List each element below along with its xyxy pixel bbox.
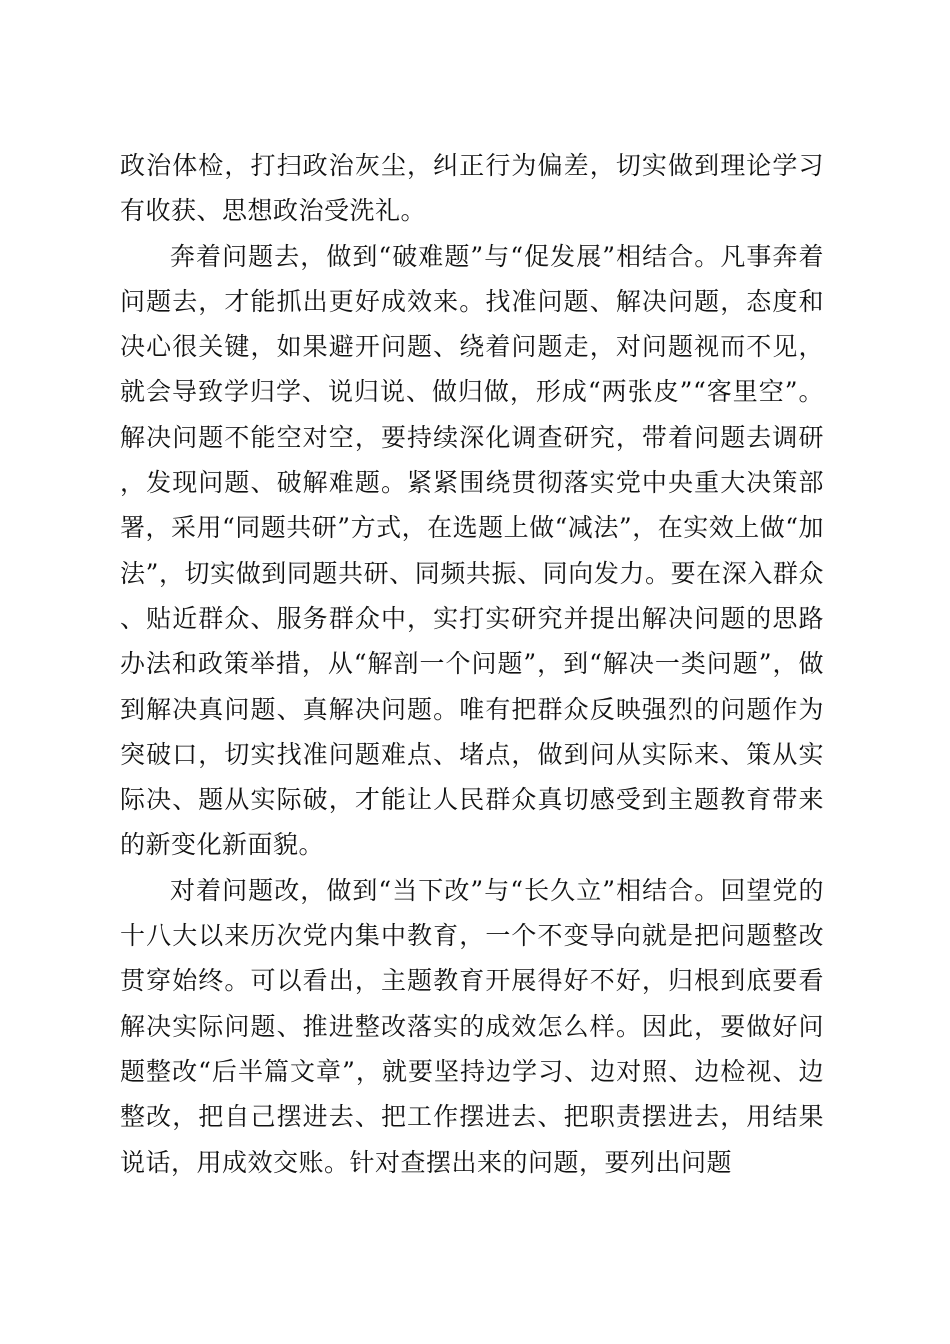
paragraph-1: 政治体检，打扫政治灰尘，纠正行为偏差，切实做到理论学习有收获、思想政治受洗礼。 [120,151,824,226]
paragraph-3: 对着问题改，做到“当下改”与“长久立”相结合。回望党的十八大以来历次党内集中教育，一个不变导向就是把问题整改贯穿始终。可以看出，主题教育开展得好不好，归根到底要看解决实际问题、推进整改落实的成效怎么样。因此，要做好问题整改“后半篇文章”，就要坚持边学习、边对照、边检视、边整改，把自己摆进去、把工作摆进去、把职责摆进去，用结果说话，用成效交账。针对查摆出来的问题，要列出问题 [120,875,824,1177]
paragraph-2: 奔着问题去，做到“破难题”与“促发展”相结合。凡事奔着问题去，才能抓出更好成效来。找准问题、解决问题，态度和决心很关键，如果避开问题、绕着问题走，对问题视而不见，就会导致学归学、说归说、做归做，形成“两张皮”“客里空”。解决问题不能空对空，要持续深化调查研究，带着问题去调研，发现问题、破解难题。紧紧围绕贯彻落实党中央重大决策部署，采用“同题共研”方式，在选题上做“减法”，在实效上做“加法”，切实做到同题共研、同频共振、同向发力。要在深入群众、贴近群众、服务群众中，实打实研究并提出解决问题的思路办法和政策举措，从“解剖一个问题”，到“解决一类问题”，做到解决真问题、真解决问题。唯有把群众反映强烈的问题作为突破口，切实找准问题难点、堵点，做到问从实际来、策从实际决、题从实际破，才能让人民群众真切感受到主题教育带来的新变化新面貌。 [120,241,824,860]
body-text [120,143,824,1185]
